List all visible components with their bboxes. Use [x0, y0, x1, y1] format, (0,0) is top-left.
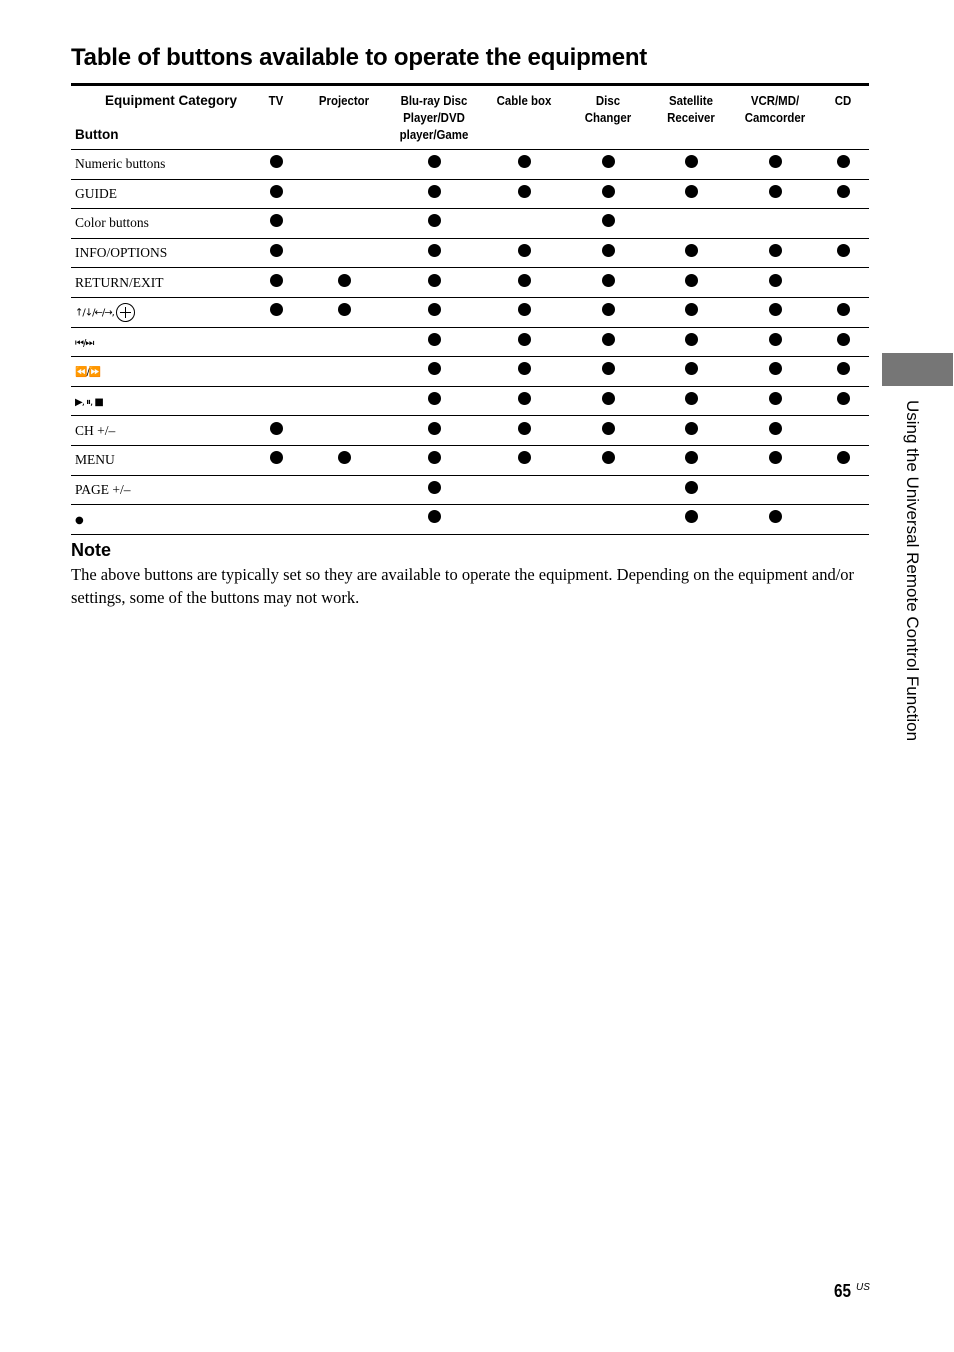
availability-cell [649, 475, 733, 505]
row-label [71, 209, 251, 239]
availability-cell [649, 445, 733, 475]
row-label-text: ▶, ⏸, ■ [75, 397, 103, 409]
availability-cell [817, 179, 869, 209]
available-dot-icon [837, 244, 850, 257]
availability-cell [301, 445, 387, 475]
availability-cell [817, 357, 869, 387]
available-dot-icon [837, 392, 850, 405]
available-dot-icon [769, 244, 782, 257]
table-row [71, 475, 869, 505]
availability-cell [817, 238, 869, 268]
availability-cell [649, 150, 733, 180]
availability-cell [733, 238, 817, 268]
availability-cell [387, 209, 481, 239]
availability-cell [817, 297, 869, 327]
row-label [71, 150, 251, 180]
available-dot-icon [837, 362, 850, 375]
availability-cell [251, 297, 301, 327]
row-label [71, 238, 251, 268]
available-dot-icon [602, 362, 615, 375]
available-dot-icon [685, 303, 698, 316]
availability-cell [251, 179, 301, 209]
available-dot-icon [428, 244, 441, 257]
available-dot-icon [428, 274, 441, 287]
available-dot-icon [837, 155, 850, 168]
available-dot-icon [270, 155, 283, 168]
availability-cell [817, 475, 869, 505]
availability-cell [481, 179, 567, 209]
column-header-tv: TV [254, 85, 298, 150]
available-dot-icon [602, 274, 615, 287]
availability-cell [733, 179, 817, 209]
available-dot-icon [428, 451, 441, 464]
available-dot-icon [685, 274, 698, 287]
available-dot-icon [428, 214, 441, 227]
row-label-text: Numeric buttons [75, 156, 166, 172]
availability-cell [481, 475, 567, 505]
availability-cell [387, 238, 481, 268]
available-dot-icon [602, 303, 615, 316]
available-dot-icon [518, 451, 531, 464]
availability-cell [649, 238, 733, 268]
availability-cell [649, 327, 733, 357]
availability-cell [301, 297, 387, 327]
availability-cell [733, 386, 817, 416]
available-dot-icon [338, 274, 351, 287]
availability-cell [567, 238, 649, 268]
availability-cell [649, 209, 733, 239]
availability-cell [301, 357, 387, 387]
available-dot-icon [837, 185, 850, 198]
availability-cell [481, 297, 567, 327]
available-dot-icon [270, 451, 283, 464]
row-label-text: RETURN/EXIT [75, 274, 164, 290]
availability-cell [817, 505, 869, 535]
available-dot-icon [270, 244, 283, 257]
row-label-text: CH +/– [75, 422, 116, 438]
availability-cell [567, 150, 649, 180]
row-label [71, 357, 251, 387]
availability-cell [649, 179, 733, 209]
availability-cell [817, 416, 869, 446]
available-dot-icon [428, 510, 441, 523]
availability-cell [817, 268, 869, 298]
availability-cell [301, 238, 387, 268]
availability-cell [649, 416, 733, 446]
availability-cell [481, 209, 567, 239]
table-row [71, 238, 869, 268]
available-dot-icon [428, 185, 441, 198]
available-dot-icon [685, 185, 698, 198]
available-dot-icon [428, 392, 441, 405]
availability-cell [817, 209, 869, 239]
available-dot-icon [338, 451, 351, 464]
available-dot-icon [685, 392, 698, 405]
availability-cell [251, 327, 301, 357]
availability-cell [817, 445, 869, 475]
row-label [71, 179, 251, 209]
availability-cell [251, 505, 301, 535]
available-dot-icon [602, 244, 615, 257]
availability-cell [251, 416, 301, 446]
table-row [71, 416, 869, 446]
available-dot-icon [518, 303, 531, 316]
availability-cell [817, 386, 869, 416]
availability-cell [301, 505, 387, 535]
availability-cell [387, 268, 481, 298]
column-header-vcr: VCR/MD/ Camcorder [738, 85, 812, 150]
available-dot-icon [338, 303, 351, 316]
available-dot-icon [769, 510, 782, 523]
side-tab [882, 353, 953, 386]
table-row [71, 386, 869, 416]
availability-cell [649, 268, 733, 298]
available-dot-icon [270, 185, 283, 198]
note-heading: Note [71, 540, 111, 560]
table-header-row [71, 85, 869, 150]
availability-cell [387, 475, 481, 505]
available-dot-icon [428, 333, 441, 346]
row-label [71, 416, 251, 446]
availability-cell [251, 475, 301, 505]
available-dot-icon [518, 185, 531, 198]
availability-cell [567, 416, 649, 446]
availability-cell [387, 445, 481, 475]
row-label [71, 475, 251, 505]
table-row [71, 297, 869, 327]
availability-cell [567, 386, 649, 416]
button-label: Button [75, 127, 119, 142]
availability-cell [301, 150, 387, 180]
available-dot-icon [769, 185, 782, 198]
column-header-bluray: Blu-ray Disc Player/DVD player/Game [393, 85, 476, 150]
row-label [71, 268, 251, 298]
table-row [71, 150, 869, 180]
row-label [71, 297, 251, 327]
availability-cell [481, 445, 567, 475]
available-dot-icon [685, 481, 698, 494]
availability-cell [387, 386, 481, 416]
available-dot-icon [518, 392, 531, 405]
row-label-text: Color buttons [75, 215, 149, 231]
available-dot-icon [518, 362, 531, 375]
available-dot-icon [837, 333, 850, 346]
side-label: Using the Universal Remote Control Function [903, 400, 922, 742]
availability-cell [481, 150, 567, 180]
availability-cell [733, 268, 817, 298]
availability-cell [387, 179, 481, 209]
available-dot-icon [602, 392, 615, 405]
column-header-cd: CD [820, 85, 866, 150]
availability-cell [567, 327, 649, 357]
column-header-satellite: Satellite Receiver [654, 85, 728, 150]
column-header-disc-changer: Disc Changer [572, 85, 644, 150]
availability-cell [649, 505, 733, 535]
availability-cell [733, 445, 817, 475]
availability-cell [251, 238, 301, 268]
availability-cell [567, 357, 649, 387]
table-row [71, 445, 869, 475]
available-dot-icon [685, 155, 698, 168]
availability-cell [301, 327, 387, 357]
availability-cell [251, 386, 301, 416]
available-dot-icon [518, 274, 531, 287]
available-dot-icon [270, 274, 283, 287]
available-dot-icon [270, 303, 283, 316]
table-row [71, 327, 869, 357]
available-dot-icon [602, 185, 615, 198]
table-row [71, 179, 869, 209]
availability-cell [387, 327, 481, 357]
availability-cell [481, 386, 567, 416]
availability-cell [387, 416, 481, 446]
note-text: The above buttons are typically set so they are available to operate the equipment. Depending on the equipment and/or settings, some of the buttons may not work. [71, 565, 855, 607]
available-dot-icon [685, 244, 698, 257]
row-label [71, 505, 251, 535]
availability-cell [481, 357, 567, 387]
availability-cell [251, 445, 301, 475]
available-dot-icon [685, 422, 698, 435]
column-header-cable-box: Cable box [486, 85, 562, 150]
available-dot-icon [685, 451, 698, 464]
availability-cell [649, 357, 733, 387]
availability-cell [301, 209, 387, 239]
available-dot-icon [602, 155, 615, 168]
availability-cell [733, 505, 817, 535]
availability-cell [301, 416, 387, 446]
buttons-table [71, 83, 869, 535]
page-number: 65 [834, 1281, 852, 1301]
availability-cell [649, 297, 733, 327]
available-dot-icon [769, 362, 782, 375]
availability-cell [387, 150, 481, 180]
table-row [71, 209, 869, 239]
availability-cell [387, 505, 481, 535]
table-row [71, 268, 869, 298]
row-label-text: MENU [75, 452, 115, 468]
page-suffix: US [856, 1282, 870, 1293]
available-dot-icon [428, 362, 441, 375]
table-row [71, 357, 869, 387]
availability-cell [251, 209, 301, 239]
availability-cell [733, 297, 817, 327]
equipment-category-label: Equipment Category [104, 93, 237, 108]
availability-cell [733, 327, 817, 357]
available-dot-icon [769, 303, 782, 316]
availability-cell [567, 475, 649, 505]
available-dot-icon [518, 333, 531, 346]
availability-cell [567, 179, 649, 209]
availability-cell [251, 268, 301, 298]
available-dot-icon [428, 155, 441, 168]
availability-cell [817, 327, 869, 357]
column-header-projector: Projector [306, 85, 382, 150]
available-dot-icon [769, 333, 782, 346]
availability-cell [387, 297, 481, 327]
row-label [71, 327, 251, 357]
available-dot-icon [428, 303, 441, 316]
available-dot-icon [769, 274, 782, 287]
row-label-text: ⏪/⏩ [75, 367, 101, 379]
availability-cell [733, 357, 817, 387]
available-dot-icon [518, 422, 531, 435]
availability-cell [301, 386, 387, 416]
row-label-text: INFO/OPTIONS [75, 245, 168, 261]
availability-cell [481, 238, 567, 268]
availability-cell [481, 416, 567, 446]
row-label-text: PAGE +/– [75, 481, 131, 497]
availability-cell [301, 179, 387, 209]
availability-cell [567, 505, 649, 535]
available-dot-icon [602, 422, 615, 435]
availability-cell [733, 209, 817, 239]
available-dot-icon [685, 362, 698, 375]
row-label-text: ↑/↓/←/→, [75, 307, 114, 319]
row-label-text: GUIDE [75, 185, 117, 201]
available-dot-icon [602, 333, 615, 346]
page-title: Table of buttons available to operate the equipment [71, 44, 648, 71]
availability-cell [733, 150, 817, 180]
availability-cell [567, 445, 649, 475]
availability-cell [567, 209, 649, 239]
availability-cell [301, 475, 387, 505]
available-dot-icon [769, 451, 782, 464]
available-dot-icon [428, 422, 441, 435]
availability-cell [567, 268, 649, 298]
row-label-text: ● [75, 515, 83, 527]
availability-cell [733, 416, 817, 446]
availability-cell [481, 268, 567, 298]
available-dot-icon [685, 510, 698, 523]
availability-cell [567, 297, 649, 327]
row-label [71, 445, 251, 475]
availability-cell [301, 268, 387, 298]
available-dot-icon [602, 451, 615, 464]
availability-cell [481, 505, 567, 535]
enter-icon [116, 303, 135, 322]
available-dot-icon [837, 303, 850, 316]
available-dot-icon [769, 155, 782, 168]
availability-cell [387, 357, 481, 387]
table-row [71, 505, 869, 535]
availability-cell [481, 327, 567, 357]
available-dot-icon [837, 451, 850, 464]
availability-cell [733, 475, 817, 505]
availability-cell [251, 150, 301, 180]
availability-cell [817, 150, 869, 180]
available-dot-icon [685, 333, 698, 346]
available-dot-icon [270, 214, 283, 227]
corner-header [71, 85, 251, 150]
available-dot-icon [428, 481, 441, 494]
table-body [71, 150, 869, 535]
available-dot-icon [518, 244, 531, 257]
availability-cell [251, 357, 301, 387]
available-dot-icon [270, 422, 283, 435]
row-label [71, 386, 251, 416]
availability-cell [649, 386, 733, 416]
available-dot-icon [602, 214, 615, 227]
available-dot-icon [518, 155, 531, 168]
row-label-text: ⏮/⏭ [75, 337, 94, 349]
available-dot-icon [769, 392, 782, 405]
available-dot-icon [769, 422, 782, 435]
